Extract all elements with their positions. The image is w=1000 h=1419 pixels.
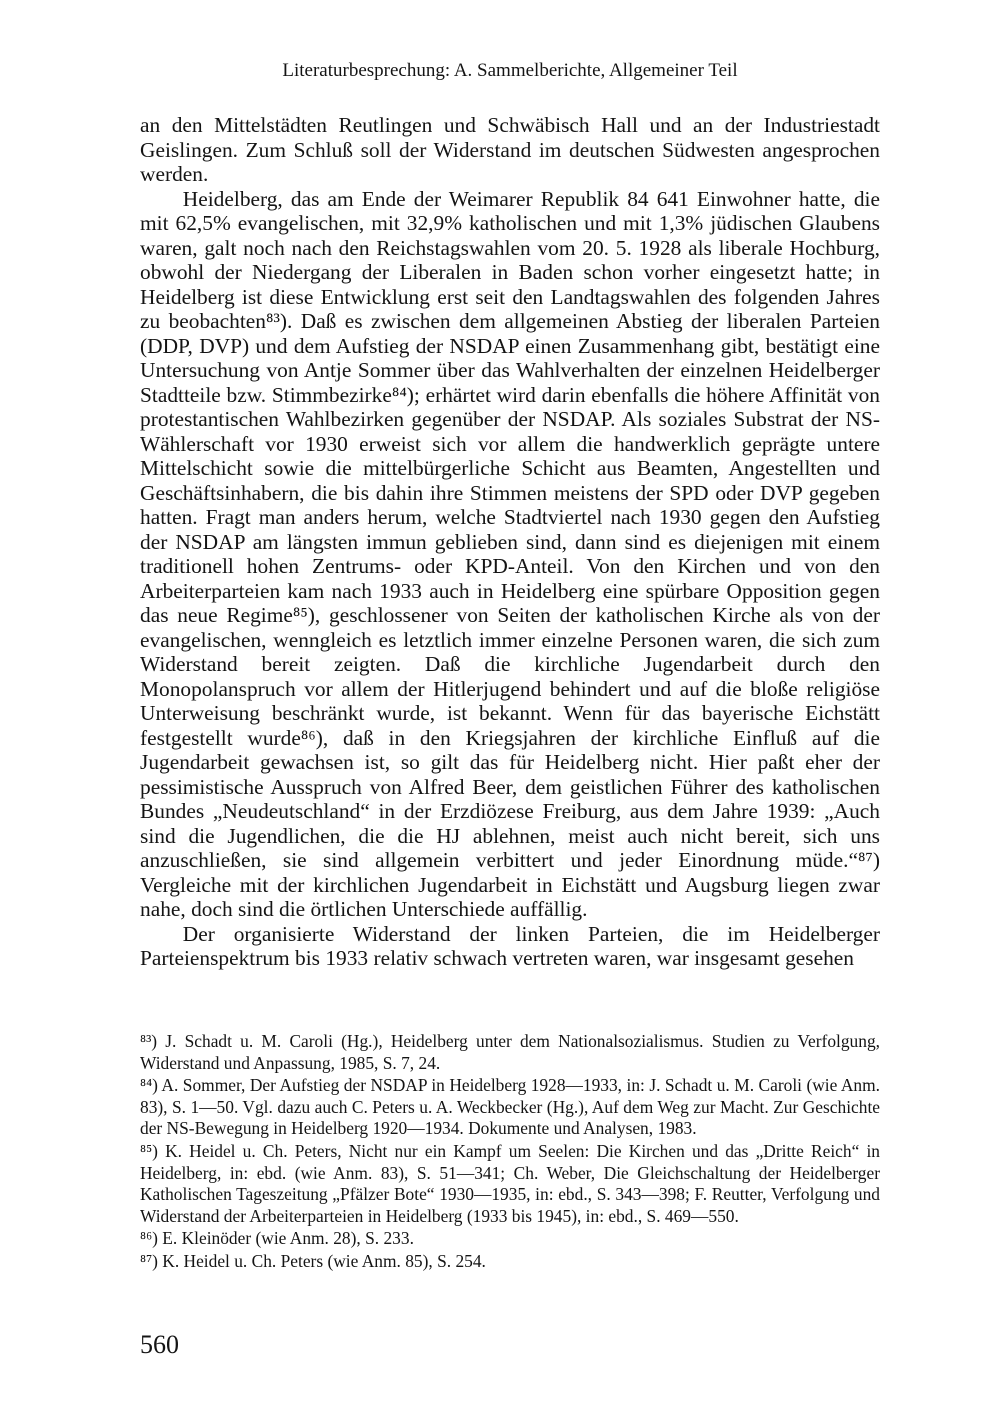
footnote-83: ⁸³) J. Schadt u. M. Caroli (Hg.), Heidelberg unter dem Nationalsozialismus. Studien zu Verfolgung, Widerstand und Anpassung, 1985, S. 7, 24. (140, 1031, 880, 1073)
paragraph-heidelberg: Heidelberg, das am Ende der Weimarer Republik 84 641 Einwohner hatte, die mit 62,5% evangelischen, mit 32,9% katholischen und mit 1,3% jüdischen Glaubens waren, galt noch nach den Reichstagswahlen vom 20. 5. 1928 als liberale Hochburg, obwohl der Niedergang der Liberalen in Baden schon vorher eingesetzt hatte; in Heidelberg ist diese Entwicklung erst seit den Landtagswahlen des folgenden Jahres zu beobachten⁸³). Daß es zwischen dem allgemeinen Abstieg der liberalen Parteien (DDP, DVP) und dem Aufstieg der NSDAP einen Zusammenhang gibt, bestätigt eine Untersuchung von Antje Sommer über das Wahlverhalten der einzelnen Heidelberger Stadtteile bzw. Stimmbezirke⁸⁴); erhärtet wird darin ebenfalls die höhere Affinität von protestantischen Wahlbezirken gegenüber der NSDAP. Als soziales Substrat der NS-Wählerschaft vor 1930 erweist sich vor allem die handwerklich geprägte untere Mittelschicht sowie die mittelbürgerliche Schicht aus Beamten, Angestellten und Geschäftsinhabern, die bis dahin ihre Stimmen meistens der SPD oder DVP gegeben hatten. Fragt man anders herum, welche Stadtviertel nach 1930 gegen den Aufstieg der NSDAP am längsten immun geblieben sind, dann sind es diejenigen mit einem traditionell hohen Zentrums- oder KPD-Anteil. Von den Kirchen und von den Arbeiterparteien kam nach 1933 auch in Heidelberg eine spürbare Opposition gegen das neue Regime⁸⁵), geschlossener von Seiten der katholischen Kirche als von der evangelischen, wenngleich es letztlich immer einzelne Personen waren, die sich zum Widerstand bereit zeigten. Daß die kirchliche Jugendarbeit durch den Monopolanspruch vor allem der Hitlerjugend behindert und auf die bloße religiöse Unterweisung beschränkt wurde, ist bekannt. Wenn für das bayerische Eichstätt festgestellt wurde⁸⁶), daß in den Kriegsjahren der kirchliche Einfluß auf die Jugendarbeit gewachsen ist, so gilt das für Heidelberg nicht. Hier paßt eher der pessimistische Ausspruch von Alfred Beer, dem geistlichen Führer des katholischen Bundes „Neudeutschland“ in der Erzdiözese Freiburg, aus dem Jahre 1939: „Auch sind die Jugendlichen, die die HJ ablehnen, meist auch nicht bereit, sich uns anzuschließen, sie sind allgemein verbittert und jeder Einordnung müde.“⁸⁷) Vergleiche mit der kirchlichen Jugendarbeit in Eichstätt und Augsburg liegen zwar nahe, doch sind die örtlichen Unterschiede auffällig. (140, 186, 880, 921)
running-head: Literaturbesprechung: A. Sammelberichte, Allgemeiner Teil (282, 60, 738, 81)
page-number: 560 (140, 1330, 179, 1359)
footnote-84: ⁸⁴) A. Sommer, Der Aufstieg der NSDAP in Heidelberg 1928—1933, in: J. Schadt u. M. Caroli (wie Anm. 83), S. 1—50. Vgl. dazu auch C. Peters u. A. Weckbecker (Hg.), Auf dem Weg zur Macht. Zur Geschichte der NS-Bewegung in Heidelberg 1920—1934. Dokumente und Analysen, 1983. (140, 1075, 880, 1139)
paragraph-widerstand: Der organisierte Widerstand der linken Parteien, die im Heidelberger Parteienspektrum bis 1933 relativ schwach vertreten waren, war insgesamt gesehen (140, 921, 880, 970)
paragraph-continuation: an den Mittelstädten Reutlingen und Schwäbisch Hall und an der Industriestadt Geislingen. Zum Schluß soll der Widerstand im deutschen Südwesten angesprochen werden. (140, 113, 880, 186)
footnote-85: ⁸⁵) K. Heidel u. Ch. Peters, Nicht nur ein Kampf um Seelen: Die Kirchen und das „Dritte Reich“ in Heidelberg, in: ebd. (wie Anm. 83), S. 51—341; Ch. Weber, Die Gleichschaltung der Heidelberger Katholischen Tageszeitung „Pfälzer Bote“ 1930—1935, in: ebd., S. 343—398; F. Reutter, Verfolgung und Widerstand der Arbeiterparteien in Heidelberg (1933 bis 1945), in: ebd., S. 469—550. (140, 1140, 880, 1226)
main-text (140, 113, 880, 971)
footnote-87: ⁸⁷) K. Heidel u. Ch. Peters (wie Anm. 85), S. 254. (140, 1250, 486, 1271)
footnotes (140, 1031, 880, 1274)
footnote-86: ⁸⁶) E. Kleinöder (wie Anm. 28), S. 233. (140, 1228, 414, 1249)
